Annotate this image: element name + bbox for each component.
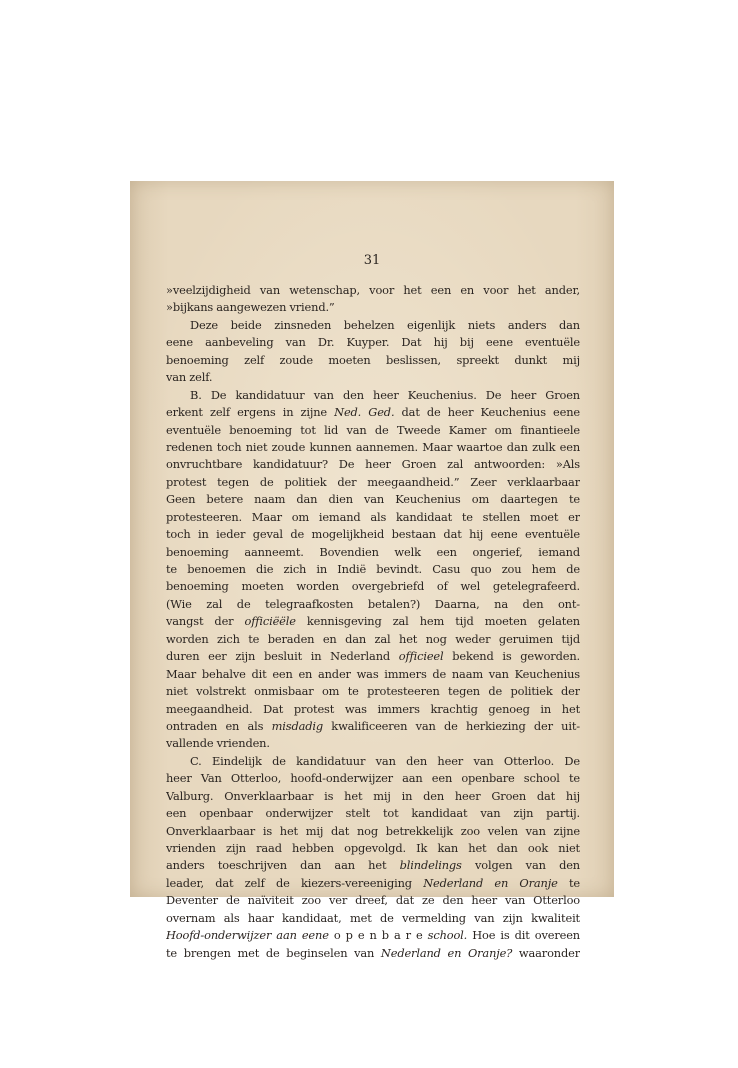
text-line <box>166 299 580 316</box>
text-line <box>166 317 580 334</box>
italic-text: Nederland en Oranje <box>423 875 558 890</box>
text-run: o p e n b a r e <box>328 928 428 943</box>
text-run: meegaandheid. Dat protest was immers krachtig genoeg in het <box>166 701 580 716</box>
italic-text: school. <box>427 928 468 943</box>
text-run: Deze beide zinsneden behelzen eigenlijk niets anders dan <box>190 317 580 332</box>
text-run: Valburg. Onverklaarbaar is het mij in den heer Groen dat hij <box>166 788 580 803</box>
italic-text: Nederland en Oranje? <box>380 945 513 960</box>
text-line <box>166 613 580 630</box>
page-number: 31 <box>363 253 381 268</box>
text-line <box>166 404 580 421</box>
text-line <box>166 561 580 578</box>
text-run: protesteeren. Maar om iemand als kandidaat te stellen moet er <box>166 509 580 524</box>
text-line <box>166 718 580 735</box>
text-run: Maar behalve dit een en ander was immers de naam van Keuchenius <box>166 666 580 681</box>
text-line <box>166 369 580 386</box>
italic-text: blindelings <box>399 858 462 873</box>
text-line <box>166 805 580 822</box>
text-run: toch in ieder geval de mogelijkheid bestaan dat hij eene eventuële <box>166 527 580 542</box>
text-line <box>166 857 580 874</box>
text-line <box>166 823 580 840</box>
text-run: bekend is geworden. <box>443 649 580 664</box>
text-line <box>166 701 580 718</box>
text-run: vrienden zijn raad hebben opgevolgd. Ik kan het dan ook niet <box>166 841 580 855</box>
text-line <box>166 770 580 787</box>
text-line <box>166 753 580 770</box>
text-line <box>166 840 580 857</box>
text-run: dat de heer Keuchenius eene <box>394 405 580 420</box>
text-line <box>166 544 580 561</box>
text-run: benoeming moeten worden overgebriefd of wel getelegrafeerd. <box>166 579 580 594</box>
text-run: erkent zelf ergens in zijne <box>166 405 335 420</box>
text-line <box>166 439 580 456</box>
text-line <box>166 875 580 892</box>
text-run: van zelf. <box>166 370 213 385</box>
text-run: B. De kandidatuur van den heer Keuchenius. De heer Groen <box>190 387 580 402</box>
text-line <box>166 648 580 665</box>
text-line <box>166 666 580 683</box>
text-line <box>166 282 580 299</box>
text-run: onvruchtbare kandidatuur? De heer Groen zal antwoorden: »Als <box>166 457 580 472</box>
text-run: kennisgeving zal hem tijd moeten gelaten <box>295 614 580 629</box>
text-line <box>166 422 580 439</box>
text-line <box>166 509 580 526</box>
text-line <box>166 352 580 369</box>
text-run: Deventer de naïviteit zoo ver dreef, dat ze den heer van Otterloo <box>166 893 580 908</box>
text-run: vallende vrienden. <box>166 736 270 751</box>
text-run: C. Eindelijk de kandidatuur van den heer van Otterloo. De <box>190 753 580 768</box>
italic-text: Hoofd-onderwijzer aan eene <box>166 928 329 943</box>
text-run: ontraden en als <box>166 718 272 733</box>
text-line <box>166 456 580 473</box>
text-run: eventuële benoeming tot lid van de Tweede Kamer om finantieele <box>166 422 580 437</box>
text-run: duren eer zijn besluit in Nederland <box>166 649 399 664</box>
text-run: een openbaar onderwijzer stelt tot kandidaat van zijn partij. <box>166 806 580 821</box>
text-run: te <box>557 875 580 890</box>
text-line <box>166 526 580 543</box>
text-run: te brengen met de beginselen van <box>166 945 381 960</box>
text-run: (Wie zal de telegraafkosten betalen?) Daarna, na den ont- <box>166 596 580 611</box>
text-line <box>166 910 580 927</box>
text-run: te benoemen die zich in Indië bevindt. Casu quo zou hem de <box>166 562 580 576</box>
text-run: vangst der <box>166 614 245 629</box>
book-page <box>130 181 614 960</box>
text-run: overnam als haar kandidaat, met de vermelding van zijn kwaliteit <box>166 910 580 925</box>
text-run: Onverklaarbaar is het mij dat nog betrekkelijk zoo velen van zijne <box>166 823 580 838</box>
text-run: eene aanbeveling van Dr. Kuyper. Dat hij bij eene eventuële <box>166 335 580 350</box>
italic-text: Ned. Ged. <box>334 405 395 420</box>
text-line <box>166 735 580 752</box>
text-run: »bijkans aangewezen vriend.” <box>166 300 335 315</box>
italic-text: officieel <box>398 649 444 664</box>
text-line <box>166 788 580 805</box>
text-line <box>166 683 580 700</box>
text-line <box>166 474 580 491</box>
text-run: »veelzijdigheid van wetenschap, voor het een en voor het ander, <box>166 283 580 297</box>
text-run: worden zich te beraden en dan zal het nog weder geruimen tijd <box>166 631 580 646</box>
text-run: Geen betere naam dan dien van Keuchenius om daartegen te <box>166 492 580 507</box>
text-run: waaronder <box>512 945 580 960</box>
italic-text: misdadig <box>271 718 324 733</box>
text-run: Hoe is dit overeen <box>467 928 580 943</box>
text-run: redenen toch niet zoude kunnen aannemen. Maar waartoe dan zulk een <box>166 439 580 454</box>
text-line <box>166 578 580 595</box>
text-run: kwalificeeren van de herkiezing der uit- <box>323 718 580 733</box>
body-text <box>166 282 580 962</box>
text-line <box>166 892 580 909</box>
text-run: leader, dat zelf de kiezers-vereeniging <box>166 875 424 890</box>
text-run: benoeming aanneemt. Bovendien welk een ongerief, iemand <box>166 544 580 559</box>
text-line <box>166 927 580 944</box>
text-line <box>166 491 580 508</box>
text-run: anders toeschrijven dan aan het <box>166 858 400 873</box>
text-line <box>166 334 580 351</box>
text-line <box>166 945 580 962</box>
text-line <box>166 631 580 648</box>
text-run: volgen van den <box>461 858 580 873</box>
text-run: niet volstrekt onmisbaar om te protesteeren tegen de politiek der <box>166 684 580 699</box>
text-run: heer Van Otterloo, hoofd-onderwijzer aan een openbare school te <box>166 771 580 786</box>
text-line <box>166 596 580 613</box>
text-run: benoeming zelf zoude moeten beslissen, spreekt dunkt mij <box>166 352 580 367</box>
italic-text: officiëële <box>244 614 296 629</box>
text-line <box>166 387 580 404</box>
text-run: protest tegen de politiek der meegaandheid.” Zeer verklaarbaar <box>166 474 580 489</box>
